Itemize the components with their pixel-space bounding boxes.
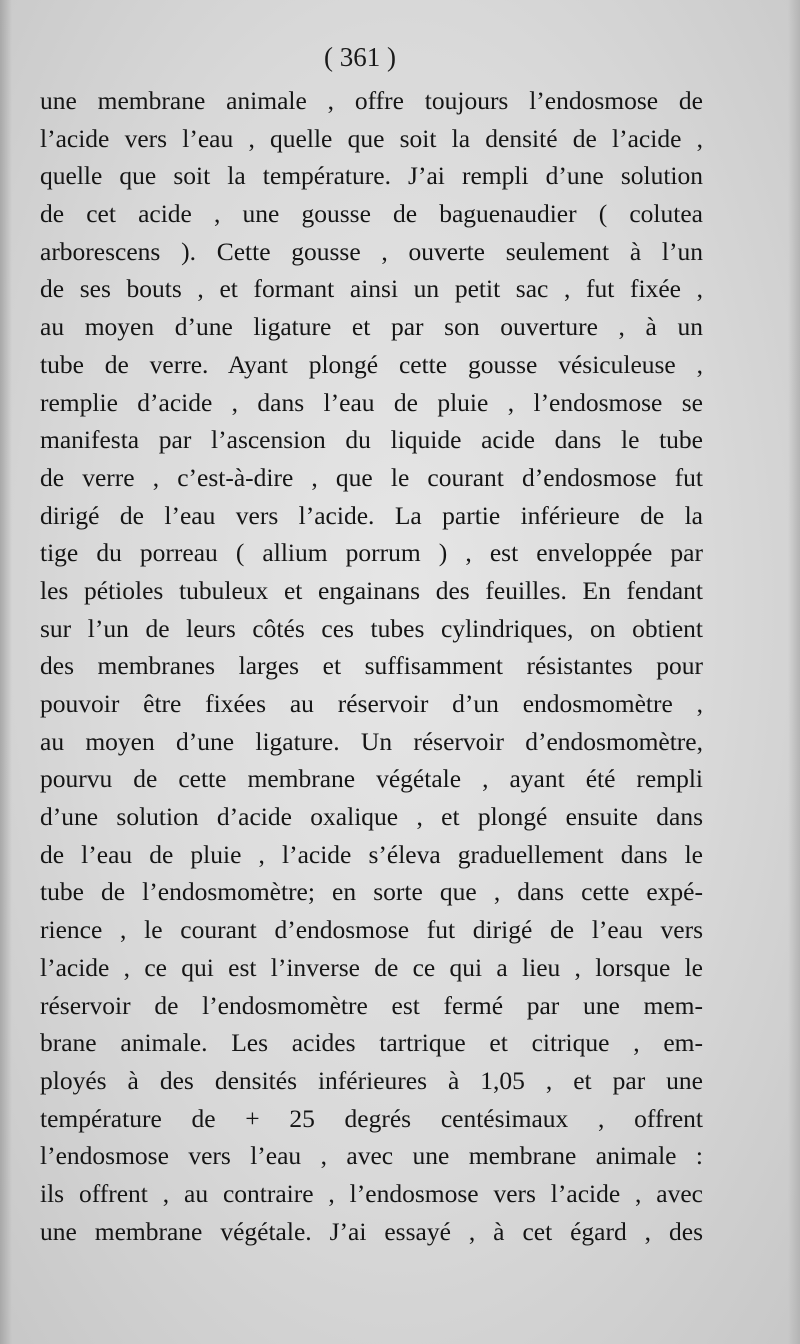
text-line: tube de verre. Ayant plongé cette gousse vésiculeuse , xyxy=(40,349,703,379)
page-right-shadow xyxy=(788,0,800,1344)
page-number: ( 361 ) xyxy=(324,42,396,72)
text-line: d’une solution d’acide oxalique , et plongé ensuite dans xyxy=(40,802,703,832)
text-line: tube de l’endosmomètre; en sorte que , dans cette expé- xyxy=(40,877,703,907)
text-line: ployés à des densités inférieures à 1,05 , et par une xyxy=(40,1065,703,1095)
text-line: température de + 25 degrés centésimaux , offrent xyxy=(40,1103,703,1133)
page-left-shadow xyxy=(0,0,12,1344)
text-line: au moyen d’une ligature et par son ouverture , à un xyxy=(40,312,703,342)
text-line: les pétioles tubuleux et engainans des feuilles. En fendant xyxy=(40,575,703,605)
text-line: des membranes larges et suffisamment résistantes pour xyxy=(40,651,703,681)
text-line: arborescens ). Cette gousse , ouverte seulement à l’un xyxy=(40,236,703,266)
text-line: de cet acide , une gousse de baguenaudier ( colutea xyxy=(40,199,703,229)
text-line: l’acide vers l’eau , quelle que soit la densité de l’acide , xyxy=(40,123,703,153)
text-line: dirigé de l’eau vers l’acide. La partie inférieure de la xyxy=(40,500,703,530)
text-line: quelle que soit la température. J’ai rempli d’une solution xyxy=(40,161,703,191)
text-line: une membrane animale , offre toujours l’endosmose de xyxy=(40,86,703,115)
text-line: manifesta par l’ascension du liquide acide dans le tube xyxy=(40,425,703,455)
text-line: pouvoir être fixées au réservoir d’un endosmomètre , xyxy=(40,689,703,718)
text-line: l’acide , ce qui est l’inverse de ce qui a lieu , lorsque le xyxy=(40,952,703,982)
text-line: ils offrent , au contraire , l’endosmose vers l’acide , avec xyxy=(40,1178,703,1208)
text-line: rience , le courant d’endosmose fut dirigé de l’eau vers xyxy=(40,915,703,945)
text-line: de l’eau de pluie , l’acide s’éleva graduellement dans le xyxy=(40,839,703,869)
text-line: remplie d’acide , dans l’eau de pluie , l’endosmose se xyxy=(40,387,703,417)
text-line: de ses bouts , et formant ainsi un petit sac , fut fixée , xyxy=(40,274,703,304)
text-line: sur l’un de leurs côtés ces tubes cylindriques, on obtient xyxy=(40,613,703,643)
text-line: tige du porreau ( allium porrum ) , est enveloppée par xyxy=(40,538,703,568)
text-line: réservoir de l’endosmomètre est fermé par une mem- xyxy=(40,990,703,1020)
text-line: au moyen d’une ligature. Un réservoir d’endosmomètre, xyxy=(40,726,703,756)
body-text xyxy=(40,82,703,1250)
text-line: une membrane végétale. J’ai essayé , à cet égard , des xyxy=(40,1216,703,1246)
text-line: brane animale. Les acides tartrique et citrique , em- xyxy=(40,1028,703,1058)
text-line: de verre , c’est-à-dire , que le courant d’endosmose fut xyxy=(40,462,703,492)
text-line: pourvu de cette membrane végétale , ayant été rempli xyxy=(40,764,703,794)
text-line: l’endosmose vers l’eau , avec une membrane animale : xyxy=(40,1141,703,1171)
